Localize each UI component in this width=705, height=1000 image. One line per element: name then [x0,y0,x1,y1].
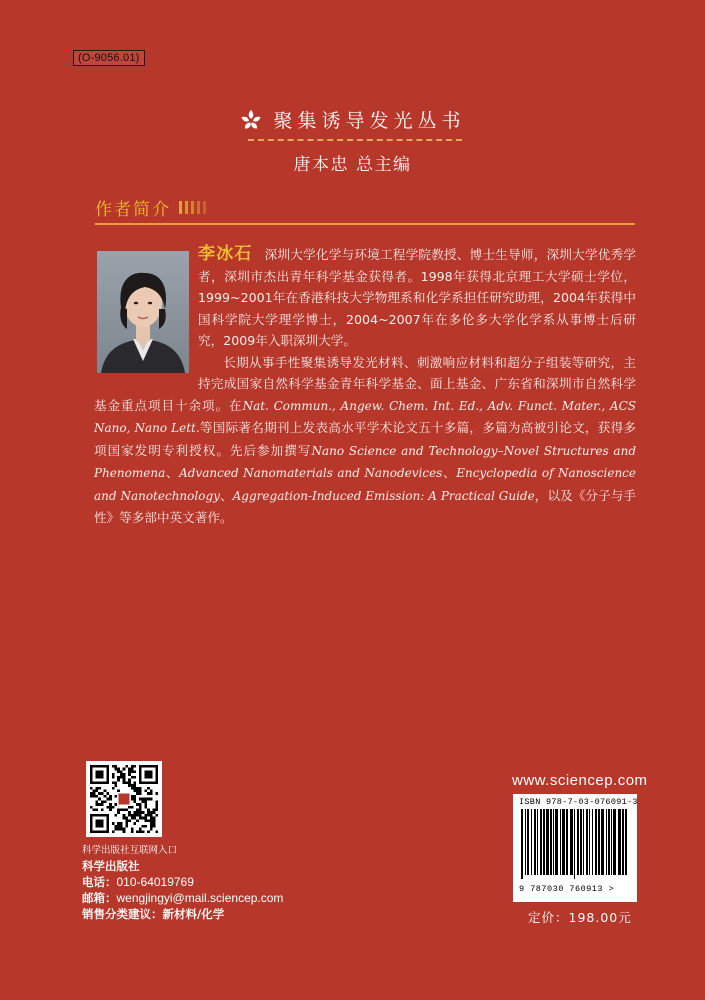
publisher-category-row: 销售分类建议：新材料/化学 [82,907,225,921]
dashed-divider [248,139,462,141]
author-name: 李冰石 [198,244,253,264]
book-title: Advanced Nanomaterials and Nanodevices [179,466,443,480]
book-title: Encyclopedia of Nanoscience and Nanotechnology [94,466,636,503]
qr-code[interactable] [86,761,162,837]
publisher-info [82,858,283,922]
publisher-category: 新材料/化学 [162,907,225,921]
author-intro: 深圳大学化学与环境工程学院教授、博士生导师，深圳大学优秀学者，深圳市杰出青年科学基金获得者。1998年获得北京理工大学硕士学位，1999~2001年在香港科技大学物理系和化学系担任研究助理，2004年获得中国科学院大学理学博士，2004~2007年在多伦多大学化学系从事博士后研究，2009年入职深圳大学。 [198,247,636,348]
barcode-icon [519,807,631,879]
series-header [0,106,705,133]
book-title: Aggregation-Induced Emission: A Practical Guide [232,488,535,503]
section-header [95,195,206,220]
website-link[interactable]: www.sciencep.com [512,772,648,789]
decorative-bars-icon [179,201,206,214]
catalog-code: (O-9056.01) [73,50,145,66]
publisher-phone-row: 电话：010-64019769 [82,875,194,889]
author-bio [94,244,636,529]
petal-logo-icon [239,108,263,132]
isbn-barcode [513,794,637,902]
publisher-email[interactable]: wengjingyi@mail.sciencep.com [116,891,284,905]
journal-list: Nat. Commun., Angew. Chem. Int. Ed., Adv. Funct. Mater., ACS Nano, Nano Lett. [94,398,636,435]
isbn-number: ISBN 978-7-03-076091-3 [519,797,638,807]
price: 定价：198.00元 [528,910,632,925]
book-title: Nano Science and Technology–Novel Structures and Phenomena [94,443,636,480]
series-title: 聚集诱导发光丛书 [273,110,466,132]
publisher-phone: 010-64019769 [116,875,194,889]
chief-editor: 唐本忠 总主编 [293,155,412,175]
publisher-email-row: 邮箱：wengjingyi@mail.sciencep.com [82,891,284,905]
qr-caption: 科学出版社互联网入口 [82,845,178,856]
publisher-name: 科学出版社 [82,859,140,873]
section-title: 作者简介 [95,200,171,220]
ean-digits: 9 787030 760913 > [519,884,615,894]
bio-research: 长期从事手性聚集诱导发光材料、刺激响应材料和超分子组装等研究，主持完成国家自然科学基金青年科学基金、面上基金、广东省和深圳市自然科学基金重点项目十余项。在Nat. Commun., Angew. Chem. Int. Ed., Adv. Funct. Mater., ACS Nano, Nano Lett.等国际著名期刊上发表高水平学术论文五十多篇，多篇为高被引论文，获得多项国家发明专利授权。先后参加撰写Nano Science and Technology–Novel Structures and Phenomena、Advanced Nanomaterials and Nanodevices、Encyclopedia of Nanoscience and Nanotechnology、Aggregation-Induced Emission: A Practical Guide，以及《分子与手性》等多部中英文著作。 [94,354,637,525]
section-rule [95,223,635,225]
